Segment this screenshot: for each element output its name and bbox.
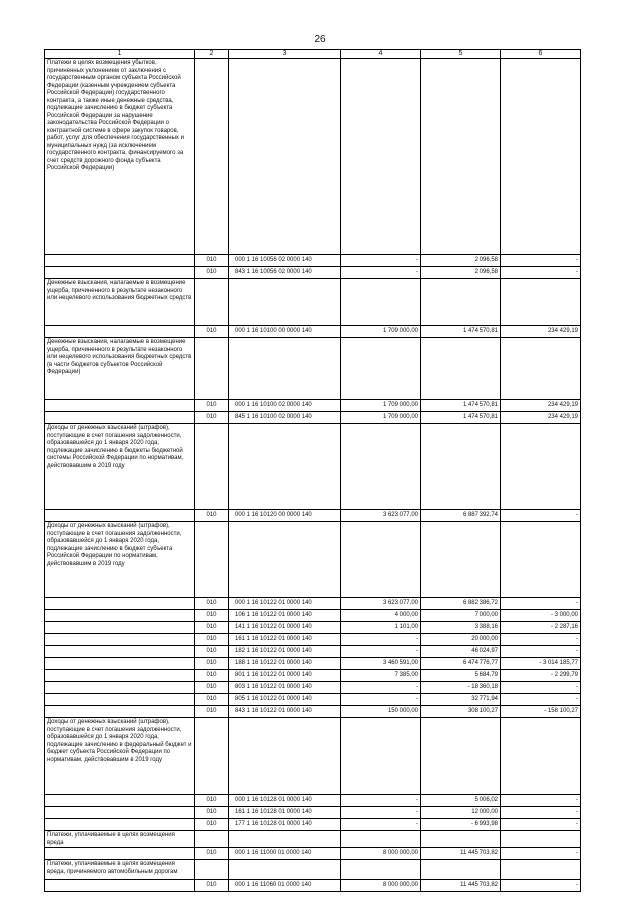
- table-row: [45, 400, 581, 412]
- table-row: [45, 510, 581, 522]
- approved-amount: -: [341, 807, 421, 819]
- empty-cell: [195, 860, 229, 880]
- column-header: 5: [421, 50, 501, 59]
- empty-cell: [195, 718, 229, 795]
- approved-amount: 1 709 000,00: [341, 412, 421, 424]
- empty-cell: [341, 279, 421, 326]
- description-row: [45, 59, 581, 255]
- table-row: [45, 610, 581, 622]
- unexecuted-amount: -: [501, 267, 581, 279]
- budget-code: 188 1 16 10122 01 0000 140: [229, 658, 341, 670]
- table-row: [45, 795, 581, 807]
- budget-code: 161 1 16 10128 01 0000 140: [229, 807, 341, 819]
- table-row: [45, 598, 581, 610]
- table-row: [45, 694, 581, 706]
- empty-cell: [501, 718, 581, 795]
- row-description: Доходы от денежных взысканий (штрафов), поступающие в счет погашения задолженности, образовавшейся до 1 января 2020 года, подлежащие зачислению в федеральный бюджет и бюджет субъекта Российской Федерации по нормативам, действовавшим в 2019 году: [45, 718, 195, 795]
- empty-cell: [421, 424, 501, 510]
- column-header: 2: [195, 50, 229, 59]
- line-code: 010: [195, 610, 229, 622]
- empty-cell: [341, 718, 421, 795]
- empty-cell: [45, 658, 195, 670]
- empty-cell: [45, 682, 195, 694]
- executed-amount: 2 096,58: [421, 255, 501, 267]
- line-code: 010: [195, 400, 229, 412]
- line-code: 010: [195, 819, 229, 831]
- empty-cell: [421, 831, 501, 848]
- empty-cell: [45, 622, 195, 634]
- empty-cell: [45, 634, 195, 646]
- unexecuted-amount: 234 429,19: [501, 412, 581, 424]
- line-code: 010: [195, 326, 229, 338]
- line-code: 010: [195, 646, 229, 658]
- line-code: 010: [195, 658, 229, 670]
- unexecuted-amount: - 3 014 185,77: [501, 658, 581, 670]
- table-row: [45, 634, 581, 646]
- budget-code: 177 1 16 10128 01 0000 140: [229, 819, 341, 831]
- budget-code: 000 1 16 10100 00 0000 140: [229, 326, 341, 338]
- description-row: [45, 338, 581, 400]
- empty-cell: [45, 706, 195, 718]
- approved-amount: 3 460 591,00: [341, 658, 421, 670]
- empty-cell: [45, 694, 195, 706]
- empty-cell: [195, 279, 229, 326]
- unexecuted-amount: -: [501, 634, 581, 646]
- executed-amount: 12 000,00: [421, 807, 501, 819]
- empty-cell: [501, 59, 581, 255]
- line-code: 010: [195, 634, 229, 646]
- empty-cell: [229, 831, 341, 848]
- empty-cell: [195, 59, 229, 255]
- approved-amount: 1 101,00: [341, 622, 421, 634]
- empty-cell: [45, 880, 195, 892]
- approved-amount: 7 385,00: [341, 670, 421, 682]
- description-row: [45, 279, 581, 326]
- empty-cell: [421, 522, 501, 598]
- unexecuted-amount: -: [501, 646, 581, 658]
- column-header-row: [45, 50, 581, 59]
- description-row: [45, 424, 581, 510]
- unexecuted-amount: - 3 000,00: [501, 610, 581, 622]
- executed-amount: 308 100,27: [421, 706, 501, 718]
- empty-cell: [501, 522, 581, 598]
- line-code: 010: [195, 848, 229, 860]
- empty-cell: [195, 522, 229, 598]
- row-description: Платежи, уплачиваемые в целях возмещения вреда: [45, 831, 195, 848]
- approved-amount: -: [341, 255, 421, 267]
- empty-cell: [45, 795, 195, 807]
- budget-code: 845 1 16 10100 02 0000 140: [229, 412, 341, 424]
- empty-cell: [45, 412, 195, 424]
- budget-code: 803 1 16 10122 01 0000 140: [229, 682, 341, 694]
- empty-cell: [45, 510, 195, 522]
- unexecuted-amount: -: [501, 795, 581, 807]
- empty-cell: [421, 718, 501, 795]
- approved-amount: 1 709 000,00: [341, 400, 421, 412]
- empty-cell: [501, 279, 581, 326]
- table-row: [45, 670, 581, 682]
- empty-cell: [501, 338, 581, 400]
- empty-cell: [45, 598, 195, 610]
- unexecuted-amount: -: [501, 848, 581, 860]
- unexecuted-amount: -: [501, 510, 581, 522]
- empty-cell: [501, 860, 581, 880]
- executed-amount: 20 000,00: [421, 634, 501, 646]
- budget-code: 182 1 16 10122 01 0000 140: [229, 646, 341, 658]
- empty-cell: [501, 831, 581, 848]
- table-row: [45, 412, 581, 424]
- executed-amount: 1 474 570,81: [421, 326, 501, 338]
- table-row: [45, 622, 581, 634]
- empty-cell: [341, 522, 421, 598]
- description-row: [45, 718, 581, 795]
- approved-amount: -: [341, 646, 421, 658]
- empty-cell: [421, 338, 501, 400]
- executed-amount: 6 882 386,72: [421, 598, 501, 610]
- empty-cell: [45, 807, 195, 819]
- empty-cell: [229, 860, 341, 880]
- empty-cell: [229, 718, 341, 795]
- empty-cell: [45, 610, 195, 622]
- table-row: [45, 880, 581, 892]
- executed-amount: 6 887 392,74: [421, 510, 501, 522]
- empty-cell: [45, 400, 195, 412]
- row-description: Денежные взыскания, налагаемые в возмещение ущерба, причиненного в результате незаконного или нецелевого использования бюджетных средств: [45, 279, 195, 326]
- approved-amount: -: [341, 795, 421, 807]
- line-code: 010: [195, 670, 229, 682]
- budget-code: 000 1 16 10128 01 0000 140: [229, 795, 341, 807]
- empty-cell: [45, 326, 195, 338]
- budget-code: 000 1 16 11060 01 0000 140: [229, 880, 341, 892]
- description-row: [45, 831, 581, 848]
- executed-amount: 6 474 776,77: [421, 658, 501, 670]
- row-description: Денежные взыскания, налагаемые в возмещение ущерба, причиненного в результате незаконного или нецелевого использования бюджетных средств (в части бюджетов субъектов Российской Федерации): [45, 338, 195, 400]
- table-row: [45, 658, 581, 670]
- unexecuted-amount: - 2 287,16: [501, 622, 581, 634]
- line-code: 010: [195, 412, 229, 424]
- empty-cell: [229, 522, 341, 598]
- empty-cell: [341, 831, 421, 848]
- empty-cell: [195, 338, 229, 400]
- approved-amount: -: [341, 267, 421, 279]
- executed-amount: 46 024,97: [421, 646, 501, 658]
- empty-cell: [341, 860, 421, 880]
- unexecuted-amount: -: [501, 694, 581, 706]
- executed-amount: 1 474 570,81: [421, 400, 501, 412]
- empty-cell: [501, 424, 581, 510]
- line-code: 010: [195, 510, 229, 522]
- table-row: [45, 255, 581, 267]
- table-row: [45, 326, 581, 338]
- empty-cell: [341, 59, 421, 255]
- empty-cell: [229, 59, 341, 255]
- description-row: [45, 522, 581, 598]
- empty-cell: [45, 267, 195, 279]
- budget-code: 801 1 16 10122 01 0000 140: [229, 670, 341, 682]
- budget-code: 000 1 16 10122 01 0000 140: [229, 598, 341, 610]
- unexecuted-amount: -: [501, 819, 581, 831]
- line-code: 010: [195, 795, 229, 807]
- empty-cell: [229, 279, 341, 326]
- approved-amount: -: [341, 682, 421, 694]
- column-header: 4: [341, 50, 421, 59]
- column-header: 6: [501, 50, 581, 59]
- empty-cell: [341, 424, 421, 510]
- line-code: 010: [195, 706, 229, 718]
- approved-amount: -: [341, 819, 421, 831]
- executed-amount: 5 006,02: [421, 795, 501, 807]
- empty-cell: [45, 848, 195, 860]
- approved-amount: -: [341, 694, 421, 706]
- approved-amount: 8 000 000,00: [341, 880, 421, 892]
- empty-cell: [421, 59, 501, 255]
- table-row: [45, 646, 581, 658]
- budget-code: 000 1 16 10120 00 0000 140: [229, 510, 341, 522]
- budget-code: 805 1 16 10122 01 0000 140: [229, 694, 341, 706]
- unexecuted-amount: - 158 100,27: [501, 706, 581, 718]
- executed-amount: 7 000,00: [421, 610, 501, 622]
- empty-cell: [421, 860, 501, 880]
- approved-amount: 3 623 077,00: [341, 598, 421, 610]
- budget-code: 843 1 16 10056 02 0000 140: [229, 267, 341, 279]
- line-code: 010: [195, 267, 229, 279]
- unexecuted-amount: 234 429,19: [501, 400, 581, 412]
- unexecuted-amount: -: [501, 880, 581, 892]
- empty-cell: [229, 338, 341, 400]
- table-row: [45, 848, 581, 860]
- empty-cell: [45, 255, 195, 267]
- line-code: 010: [195, 807, 229, 819]
- line-code: 010: [195, 255, 229, 267]
- row-description: Доходы от денежных взысканий (штрафов), поступающие в счет погашения задолженности, образовавшейся до 1 января 2020 года, подлежащие зачислению в бюджет субъекта Российской Федерации по нормативам, действовавшим в 2019 году: [45, 522, 195, 598]
- empty-cell: [45, 646, 195, 658]
- empty-cell: [45, 819, 195, 831]
- executed-amount: 3 388,16: [421, 622, 501, 634]
- row-description: Платежи, уплачиваемые в целях возмещения вреда, причиняемого автомобильным дорогам: [45, 860, 195, 880]
- empty-cell: [229, 424, 341, 510]
- executed-amount: - 6 993,98: [421, 819, 501, 831]
- empty-cell: [195, 424, 229, 510]
- budget-code: 000 1 16 10056 02 0000 140: [229, 255, 341, 267]
- executed-amount: 32 771,94: [421, 694, 501, 706]
- budget-code: 000 1 16 10100 02 0000 140: [229, 400, 341, 412]
- line-code: 010: [195, 598, 229, 610]
- unexecuted-amount: -: [501, 598, 581, 610]
- line-code: 010: [195, 694, 229, 706]
- column-header: 1: [45, 50, 195, 59]
- executed-amount: 2 096,58: [421, 267, 501, 279]
- table-row: [45, 267, 581, 279]
- row-description: Платежи в целях возмещения убытков, причиненных уклонением от заключения с государственным органом субъекта Российской Федерации (казенным учреждением субъекта Российской Федерации) государственного контракта, а также иные денежные средства, подлежащие зачислению в бюджет субъекта Российской Федерации за нарушение законодательства Российской Федерации о контрактной системе в сфере закупок товаров, работ, услуг для обеспечения государственных и муниципальных нужд (за исключением государственного контракта, финансируемого за счет средств дорожного фонда субъекта Российской Федерации): [45, 59, 195, 255]
- empty-cell: [341, 338, 421, 400]
- budget-code: 843 1 16 10122 01 0000 140: [229, 706, 341, 718]
- executed-amount: 11 445 703,82: [421, 880, 501, 892]
- approved-amount: 8 000 000,00: [341, 848, 421, 860]
- empty-cell: [195, 831, 229, 848]
- unexecuted-amount: -: [501, 807, 581, 819]
- approved-amount: -: [341, 634, 421, 646]
- unexecuted-amount: - 2 299,79: [501, 670, 581, 682]
- executed-amount: 11 445 703,82: [421, 848, 501, 860]
- approved-amount: 3 623 077,00: [341, 510, 421, 522]
- executed-amount: - 18 360,18: [421, 682, 501, 694]
- budget-code: 141 1 16 10122 01 0000 140: [229, 622, 341, 634]
- line-code: 010: [195, 682, 229, 694]
- empty-cell: [421, 279, 501, 326]
- budget-code: 106 1 16 10122 01 0000 140: [229, 610, 341, 622]
- budget-table: [44, 49, 581, 892]
- approved-amount: 1 709 000,00: [341, 326, 421, 338]
- unexecuted-amount: -: [501, 255, 581, 267]
- unexecuted-amount: -: [501, 682, 581, 694]
- budget-code: 161 1 16 10122 01 0000 140: [229, 634, 341, 646]
- empty-cell: [45, 670, 195, 682]
- executed-amount: 5 684,79: [421, 670, 501, 682]
- page-number: 26: [314, 34, 326, 45]
- row-description: Доходы от денежных взысканий (штрафов), поступающие в счет погашения задолженности, образовавшейся до 1 января 2020 года, подлежащие зачислению в бюджеты бюджетной системы Российской Федерации по нормативам, действовавшим в 2019 году: [45, 424, 195, 510]
- table-row: [45, 706, 581, 718]
- line-code: 010: [195, 622, 229, 634]
- approved-amount: 150 000,00: [341, 706, 421, 718]
- executed-amount: 1 474 570,81: [421, 412, 501, 424]
- unexecuted-amount: 234 429,19: [501, 326, 581, 338]
- column-header: 3: [229, 50, 341, 59]
- table-row: [45, 807, 581, 819]
- approved-amount: 4 000,00: [341, 610, 421, 622]
- description-row: [45, 860, 581, 880]
- budget-code: 000 1 16 11000 01 0000 140: [229, 848, 341, 860]
- table-row: [45, 682, 581, 694]
- line-code: 010: [195, 880, 229, 892]
- table-row: [45, 819, 581, 831]
